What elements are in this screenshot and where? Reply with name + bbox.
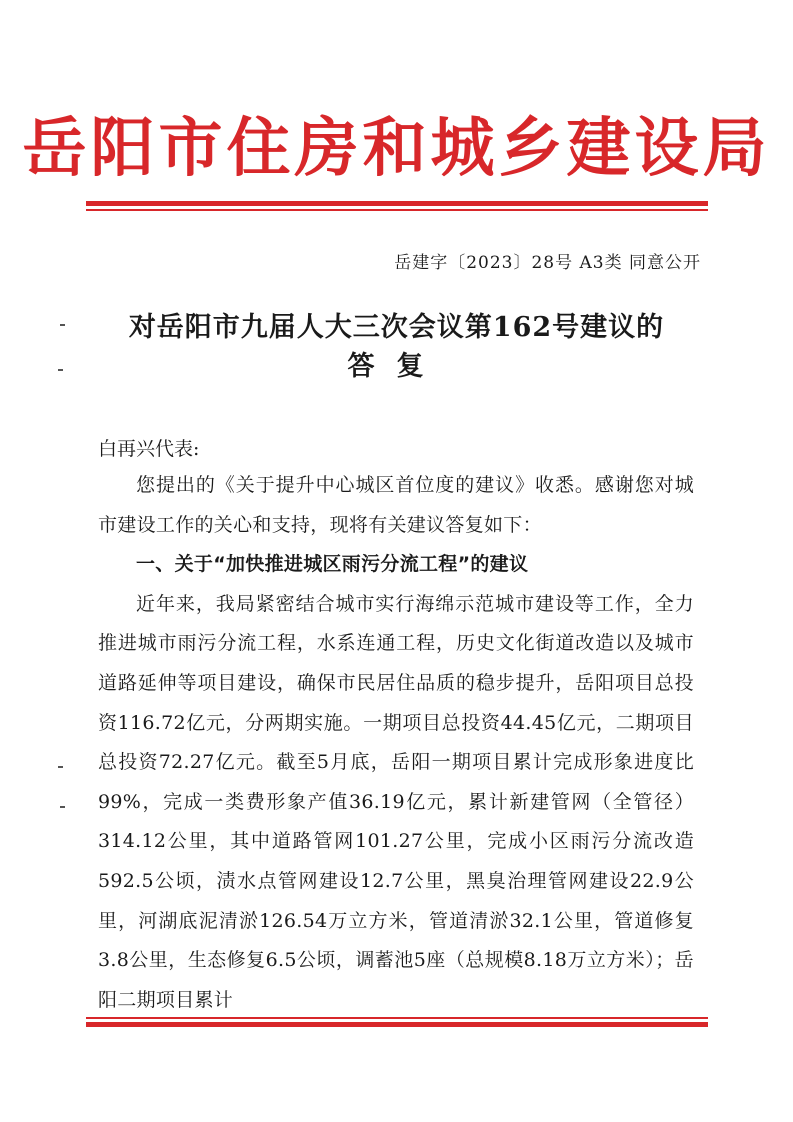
document-number: 岳建字〔2023〕28号 A3类 同意公开 <box>394 253 701 273</box>
binding-mark <box>60 324 65 326</box>
letterhead-rule-top <box>86 201 708 211</box>
letterhead-title: 岳阳市住房和城乡建设局 <box>22 112 771 186</box>
rule-thick-line <box>86 1022 708 1027</box>
document-body <box>98 466 694 1020</box>
document-title-line2: 答复 <box>347 351 446 382</box>
document-title-line1: 对岳阳市九届人大三次会议第162号建议的 <box>128 312 665 343</box>
salutation: 白再兴代表: <box>98 438 200 460</box>
binding-mark <box>58 766 63 768</box>
binding-mark <box>60 806 65 808</box>
rule-thin-line <box>86 209 708 211</box>
section-heading-1: 一、关于“加快推进城区雨污分流工程”的建议 <box>136 553 529 576</box>
body-paragraph-section-1: 近年来，我局紧密结合城市实行海绵示范城市建设等工作，全力推进城市雨污分流工程，水系连通工程，历史文化街道改造以及城市道路延伸等项目建设，确保市民居住品质的稳步提升，岳阳项目总投资116.72亿元，分两期实施。一期项目总投资44.45亿元，二期项目总投资72.27亿元。截至5月底，岳阳一期项目累计完成形象进度比99%，完成一类费形象产值36.19亿元，累计新建管网（全管径）314.12公里，其中道路管网101.27公里，完成小区雨污分流改造592.5公顷，渍水点管网建设12.7公里，黑臭治理管网建设22.9公里，河湖底泥清淤126.54万立方米，管道清淤32.1公里，管道修复3.8公里，生态修复6.5公顷，调蓄池5座（总规模8.18万立方米）；岳阳二期项目累计 <box>98 592 694 1011</box>
binding-mark <box>58 369 63 371</box>
footer-rule <box>86 1017 708 1027</box>
body-paragraph-intro: 您提出的《关于提升中心城区首位度的建议》收悉。感谢您对城市建设工作的关心和支持，现将有关建议答复如下： <box>98 474 694 536</box>
